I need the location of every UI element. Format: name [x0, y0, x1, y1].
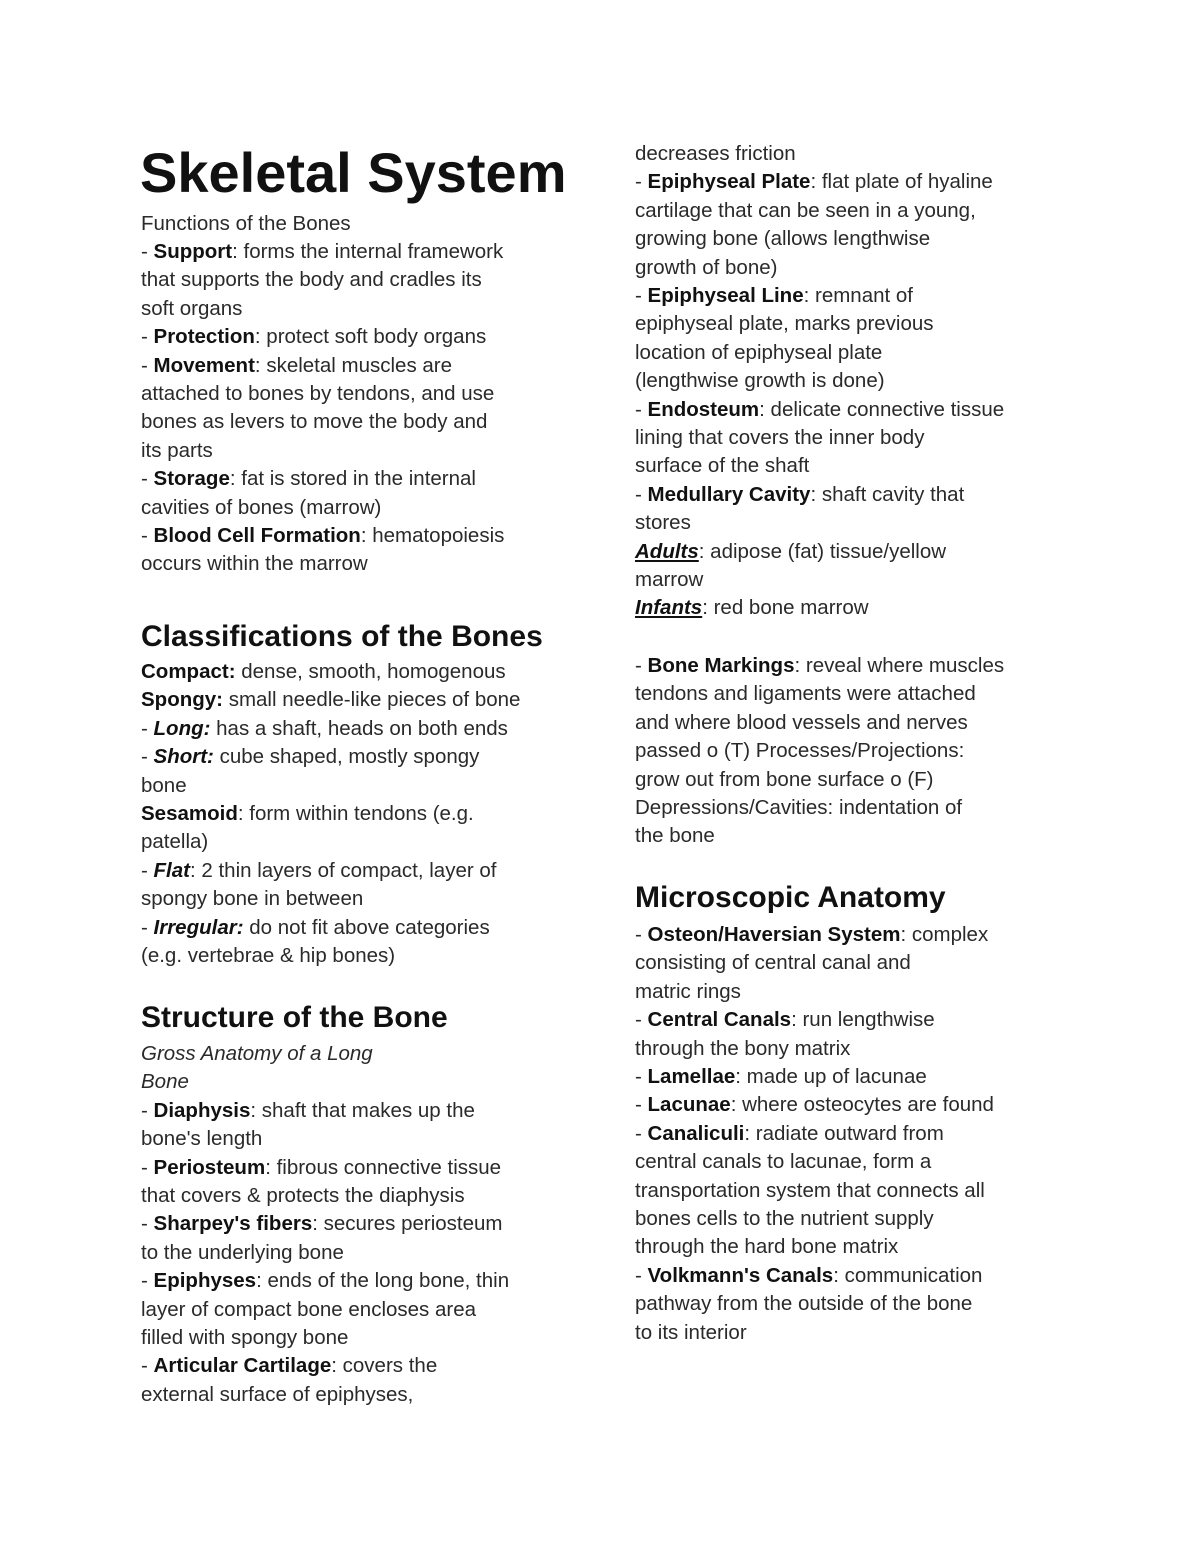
term-label: Diaphysis	[153, 1098, 251, 1122]
term-label: Spongy:	[141, 688, 223, 712]
bullet-dash: -	[635, 170, 648, 194]
definition-text: layer of compact bone encloses area	[141, 1297, 477, 1321]
text-line	[635, 949, 911, 977]
bullet-dash: -	[635, 397, 648, 421]
definition-text: (e.g. vertebrae & hip bones)	[141, 944, 396, 967]
text-line	[635, 538, 946, 566]
text-line	[635, 822, 715, 850]
text-line	[141, 437, 213, 465]
definition-text: : ends of the long bone, thin	[256, 1269, 510, 1293]
definition-text: : shaft cavity that	[810, 482, 965, 506]
definition-text: growth of bone)	[635, 255, 778, 279]
text-line	[141, 1182, 465, 1210]
bullet-dash: -	[141, 1269, 154, 1293]
definition-text: external surface of epiphyses,	[141, 1382, 414, 1406]
definition-text: : hematopoiesis	[360, 524, 505, 547]
definition-text: matric rings	[635, 979, 741, 1003]
text-line	[141, 465, 476, 493]
bullet-dash: -	[635, 1065, 648, 1088]
text-line	[141, 1381, 413, 1409]
definition-text: : radiate outward from	[744, 1121, 944, 1145]
term-label: Volkmann's Canals	[647, 1263, 834, 1287]
definition-text: : reveal where muscles	[794, 654, 1005, 677]
text-line	[141, 828, 208, 856]
definition-text: to its interior	[635, 1320, 747, 1344]
definition-text: the bone	[635, 824, 715, 848]
definition-text: epiphyseal plate, marks previous	[635, 312, 934, 336]
definition-text: central canals to lacunae, form a	[635, 1150, 932, 1174]
text-line	[635, 566, 703, 594]
definition-text: consisting of central canal and	[635, 951, 911, 975]
bullet-dash: -	[141, 915, 154, 939]
bullet-dash: -	[141, 353, 154, 377]
text-line	[141, 1296, 476, 1324]
text-line	[635, 509, 691, 537]
text-line	[635, 1262, 982, 1290]
term-label: Bone Markings	[647, 654, 795, 677]
text-line	[141, 1239, 344, 1267]
term-label: Flat	[153, 858, 190, 882]
definition-text: : 2 thin layers of compact, layer of	[189, 858, 497, 882]
text-line	[635, 1319, 747, 1347]
definition-text: cartilage that can be seen in a young,	[635, 198, 976, 222]
definition-text: cavities of bones (marrow)	[141, 495, 382, 519]
definition-text: : flat plate of hyaline	[810, 170, 993, 194]
bullet-dash: -	[635, 654, 648, 677]
text-line	[141, 1324, 348, 1352]
term-label: Storage	[153, 467, 230, 491]
text-line	[635, 140, 796, 168]
definition-text: stores	[635, 511, 691, 535]
definition-text: : covers the	[331, 1354, 438, 1378]
term-label: Osteon/Haversian System	[647, 923, 901, 946]
text-line	[635, 310, 934, 338]
microscopic-anatomy-heading: Microscopic Anatomy	[635, 881, 946, 914]
text-line	[141, 1210, 503, 1238]
text-line	[635, 282, 913, 310]
text-line	[141, 743, 479, 771]
definition-text: marrow	[635, 568, 704, 591]
definition-text: : shaft that makes up the	[250, 1098, 475, 1122]
text-line	[141, 323, 486, 351]
bullet-dash: -	[141, 745, 154, 769]
subheading-text: Gross Anatomy of a Long	[141, 1042, 373, 1065]
definition-text: and where blood vessels and nerves	[635, 710, 968, 734]
text-line	[141, 715, 508, 743]
text-line	[141, 522, 504, 550]
text-line	[141, 295, 242, 323]
term-label: Infants	[635, 596, 703, 620]
definition-text: decreases friction	[635, 142, 796, 165]
term-label: Lacunae	[647, 1093, 731, 1117]
definition-text: pathway from the outside of the bone	[635, 1292, 973, 1316]
term-label: Epiphyses	[153, 1269, 257, 1293]
definition-text: filled with spongy bone	[141, 1326, 349, 1349]
term-label: Short:	[153, 745, 214, 769]
text-line	[141, 1267, 509, 1295]
term-label: Adults	[635, 539, 699, 563]
page-title: Skeletal System	[140, 141, 567, 204]
text-line	[141, 1097, 475, 1125]
definition-text: cube shaped, mostly spongy	[213, 745, 480, 769]
text-line	[635, 1290, 972, 1318]
text-line	[635, 1006, 935, 1034]
definition-text: lining that covers the inner body	[635, 426, 925, 449]
term-label: Epiphyseal Line	[647, 284, 804, 307]
text-line	[635, 396, 1004, 424]
text-line	[141, 857, 496, 885]
definition-text: : fat is stored in the internal	[229, 467, 476, 491]
definition-text: attached to bones by tendons, and use	[141, 382, 495, 405]
term-label: Periosteum	[153, 1155, 266, 1179]
term-label: Blood Cell Formation	[153, 524, 361, 547]
text-line	[141, 266, 482, 294]
term-label: Sharpey's fibers	[153, 1212, 313, 1236]
definition-text: its parts	[141, 438, 213, 462]
structure-heading: Structure of the Bone	[141, 1001, 448, 1034]
term-label: Protection	[153, 325, 255, 349]
term-label: Support	[153, 240, 233, 263]
bullet-dash: -	[141, 1155, 154, 1179]
definition-text: : skeletal muscles are	[254, 353, 453, 377]
text-line	[141, 1040, 373, 1068]
text-line	[141, 686, 520, 714]
bullet-dash: -	[141, 325, 154, 349]
definition-text: bone's length	[141, 1127, 263, 1151]
definition-text: through the bony matrix	[635, 1036, 851, 1060]
definition-text: : communication	[833, 1263, 983, 1287]
bullet-dash: -	[635, 1008, 648, 1032]
text-line	[141, 914, 490, 942]
term-label: Lamellae	[647, 1065, 736, 1088]
text-line	[635, 1205, 934, 1233]
text-line	[141, 380, 494, 408]
definition-text: tendons and ligaments were attached	[635, 682, 976, 706]
bullet-dash: -	[141, 716, 154, 740]
definition-text: dense, smooth, homogenous	[235, 660, 506, 683]
definition-text: : form within tendons (e.g.	[237, 802, 474, 825]
definition-text: : protect soft body organs	[254, 325, 487, 349]
bullet-dash: -	[635, 1121, 648, 1145]
text-line	[635, 339, 882, 367]
bullet-dash: -	[141, 1098, 154, 1122]
text-line	[635, 652, 1004, 680]
definition-text: : complex	[900, 923, 989, 946]
definition-text: : fibrous connective tissue	[265, 1155, 502, 1179]
text-line	[635, 594, 869, 622]
text-line	[635, 1091, 994, 1119]
functions-heading: Functions of the Bones	[141, 212, 351, 235]
text-line	[141, 550, 368, 578]
text-line	[635, 737, 964, 765]
text-line	[635, 481, 964, 509]
definition-text: bones as levers to move the body and	[141, 410, 488, 434]
definition-text: has a shaft, heads on both ends	[210, 716, 508, 740]
text-line	[141, 658, 506, 686]
definition-text: to the underlying bone	[141, 1240, 344, 1264]
text-line	[635, 197, 976, 225]
term-label: Irregular:	[153, 915, 244, 939]
text-line	[141, 885, 363, 913]
definition-text: grow out from bone surface o (F)	[635, 767, 934, 791]
text-line	[635, 168, 993, 196]
text-line	[635, 1120, 944, 1148]
text-line	[141, 1352, 437, 1380]
text-line	[635, 1148, 931, 1176]
bullet-dash: -	[141, 467, 154, 491]
text-line	[635, 1233, 898, 1261]
classifications-heading: Classifications of the Bones	[141, 620, 543, 653]
definition-text: Depressions/Cavities: indentation of	[635, 796, 963, 819]
term-label: Epiphyseal Plate	[647, 170, 811, 194]
text-line	[635, 225, 930, 253]
text-line	[635, 1177, 985, 1205]
text-line	[635, 367, 885, 395]
definition-text: surface of the shaft	[635, 454, 810, 478]
definition-text: location of epiphyseal plate	[635, 340, 883, 364]
definition-text: through the hard bone matrix	[635, 1235, 899, 1259]
definition-text: bone	[141, 773, 187, 797]
text-line	[635, 921, 988, 949]
definition-text: soft organs	[141, 296, 243, 320]
bullet-dash: -	[635, 1263, 648, 1287]
text-line	[141, 352, 452, 380]
text-line	[141, 1154, 501, 1182]
definition-text: passed o (T) Processes/Projections:	[635, 739, 965, 763]
text-line	[635, 766, 934, 794]
term-label: Sesamoid	[141, 802, 238, 825]
bullet-dash: -	[141, 1354, 154, 1378]
definition-text: growing bone (allows lengthwise	[635, 227, 931, 251]
definition-text: : secures periosteum	[312, 1212, 503, 1236]
term-label: Endosteum	[647, 397, 760, 421]
subheading-text: Bone	[141, 1070, 189, 1094]
bullet-dash: -	[141, 1212, 154, 1236]
definition-text: : run lengthwise	[791, 1008, 935, 1032]
text-line	[635, 1035, 850, 1063]
text-line	[635, 1063, 927, 1091]
text-line	[141, 238, 503, 266]
definition-text: small needle-like pieces of bone	[223, 688, 521, 712]
bullet-dash: -	[635, 482, 648, 506]
text-line	[635, 978, 741, 1006]
definition-text: (lengthwise growth is done)	[635, 369, 885, 393]
definition-text: patella)	[141, 830, 209, 854]
text-line	[141, 942, 395, 970]
text-line	[635, 424, 924, 452]
term-label: Articular Cartilage	[153, 1354, 332, 1378]
definition-text: : made up of lacunae	[735, 1065, 927, 1088]
term-label: Compact:	[141, 660, 236, 683]
definition-text: do not fit above categories	[243, 915, 490, 939]
term-label: Long:	[153, 716, 211, 740]
bullet-dash: -	[141, 240, 154, 263]
bullet-dash: -	[635, 923, 648, 946]
definition-text: that covers & protects the diaphysis	[141, 1184, 465, 1207]
bullet-dash: -	[635, 1093, 648, 1117]
text-line	[141, 1068, 189, 1096]
text-line	[141, 1125, 262, 1153]
definition-text: : red bone marrow	[702, 596, 869, 620]
definition-text: : where osteocytes are found	[730, 1093, 994, 1117]
text-line	[141, 800, 474, 828]
definition-text: transportation system that connects all	[635, 1178, 985, 1202]
bullet-dash: -	[141, 858, 154, 882]
text-line	[635, 709, 968, 737]
text-line	[141, 408, 487, 436]
definition-text: : forms the internal framework	[232, 240, 504, 263]
text-line	[141, 772, 187, 800]
definition-text: that supports the body and cradles its	[141, 268, 482, 292]
definition-text: bones cells to the nutrient supply	[635, 1207, 934, 1230]
term-label: Central Canals	[647, 1008, 792, 1032]
definition-text: : delicate connective tissue	[759, 397, 1005, 421]
definition-text: spongy bone in between	[141, 887, 364, 911]
definition-text: : adipose (fat) tissue/yellow	[698, 539, 947, 563]
definition-text: occurs within the marrow	[141, 552, 368, 576]
term-label: Movement	[153, 353, 255, 377]
definition-text: : remnant of	[803, 284, 913, 307]
bullet-dash: -	[635, 284, 648, 307]
text-line	[635, 452, 809, 480]
text-line	[635, 680, 976, 708]
term-label: Canaliculi	[647, 1121, 745, 1145]
bullet-dash: -	[141, 524, 154, 547]
text-line	[141, 494, 381, 522]
term-label: Medullary Cavity	[647, 482, 811, 506]
text-line	[635, 254, 777, 282]
text-line	[635, 794, 962, 822]
